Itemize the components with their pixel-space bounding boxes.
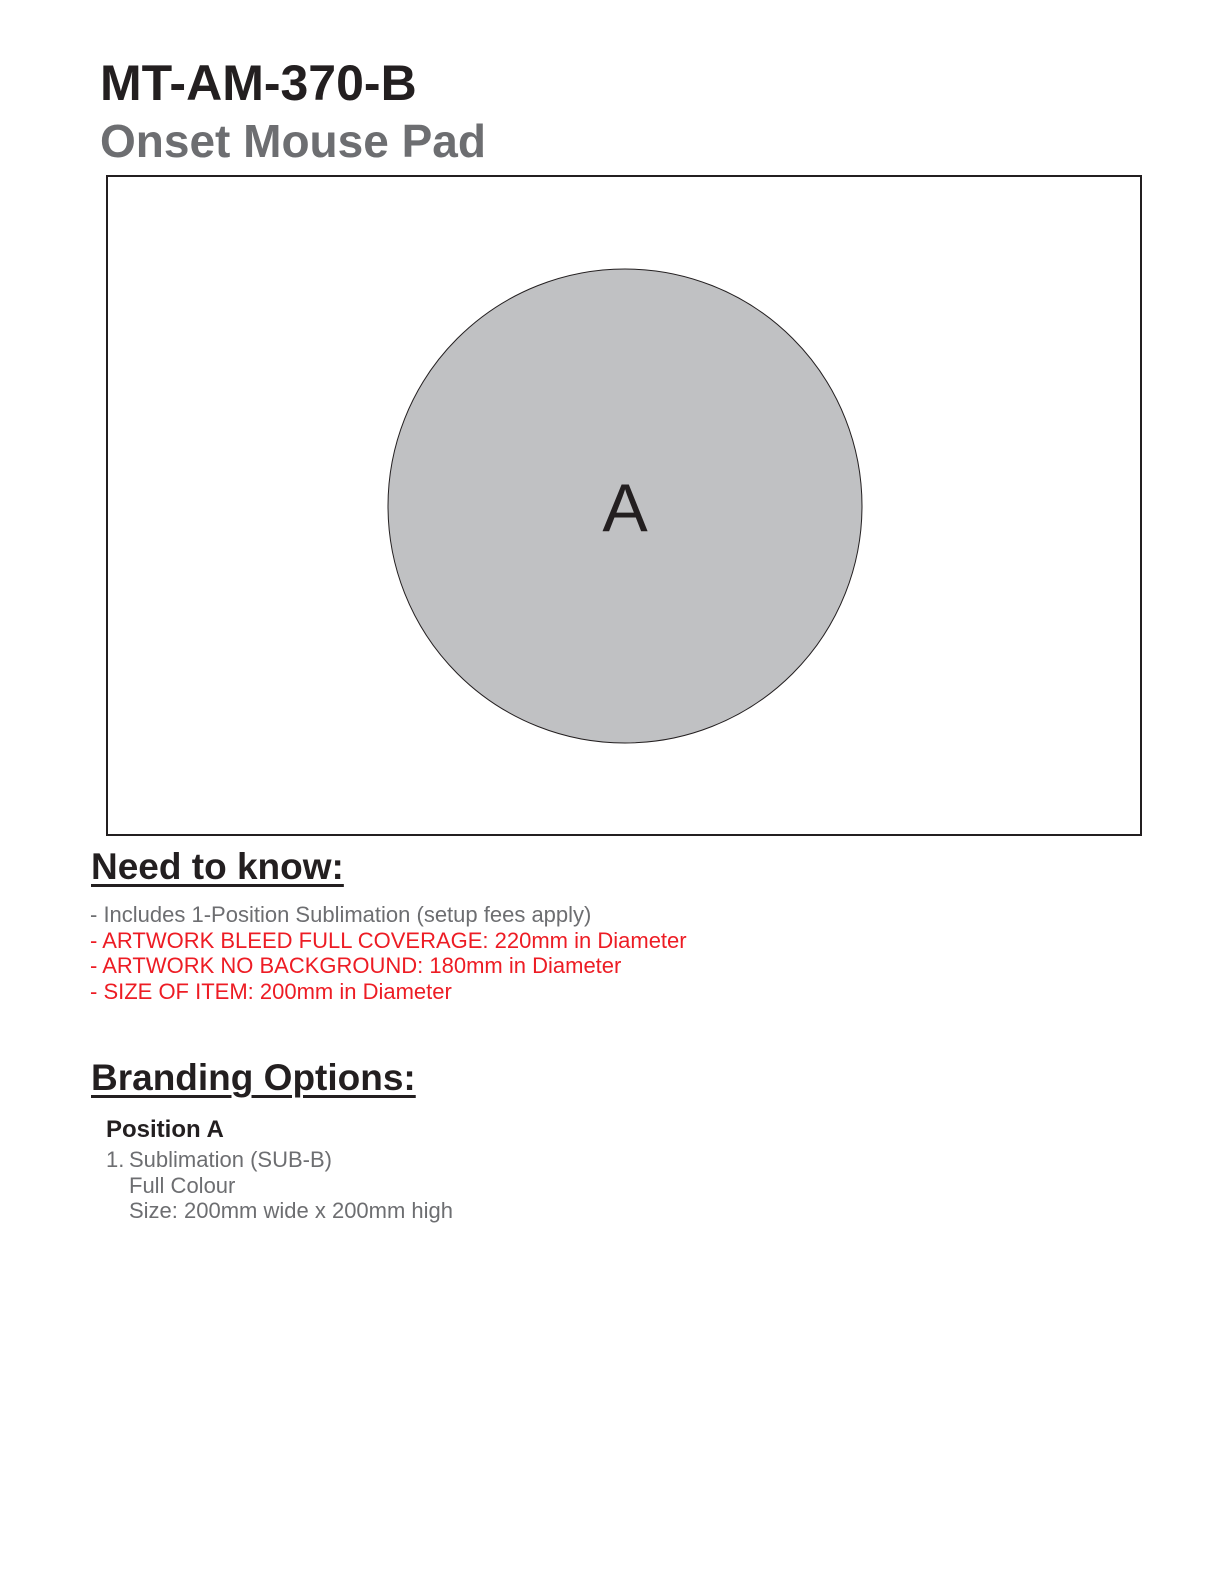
need-to-know-list	[90, 902, 687, 1004]
option-number: 1.	[106, 1147, 125, 1172]
position-a-title: Position A	[106, 1116, 224, 1143]
branding-options-heading: Branding Options:	[91, 1057, 416, 1098]
note-bleed: - ARTWORK BLEED FULL COVERAGE: 220mm in Diameter	[90, 927, 687, 953]
option-method-row	[106, 1147, 453, 1173]
option-colour: Full Colour	[129, 1172, 236, 1198]
branding-diagram	[108, 177, 1140, 834]
note-item-size: - SIZE OF ITEM: 200mm in Diameter	[90, 978, 452, 1004]
product-name: Onset Mouse Pad	[100, 115, 486, 167]
option-method: Sublimation (SUB-B)	[129, 1147, 332, 1172]
option-size: Size: 200mm wide x 200mm high	[129, 1198, 454, 1223]
note-setup: - Includes 1-Position Sublimation (setup fees apply)	[90, 902, 592, 927]
product-artboard	[106, 175, 1142, 836]
need-to-know-heading: Need to know:	[91, 846, 344, 887]
position-a-marker: A	[602, 470, 648, 546]
branding-option	[106, 1147, 453, 1224]
note-no-background: - ARTWORK NO BACKGROUND: 180mm in Diameter	[90, 953, 622, 978]
product-code: MT-AM-370-B	[100, 55, 417, 111]
